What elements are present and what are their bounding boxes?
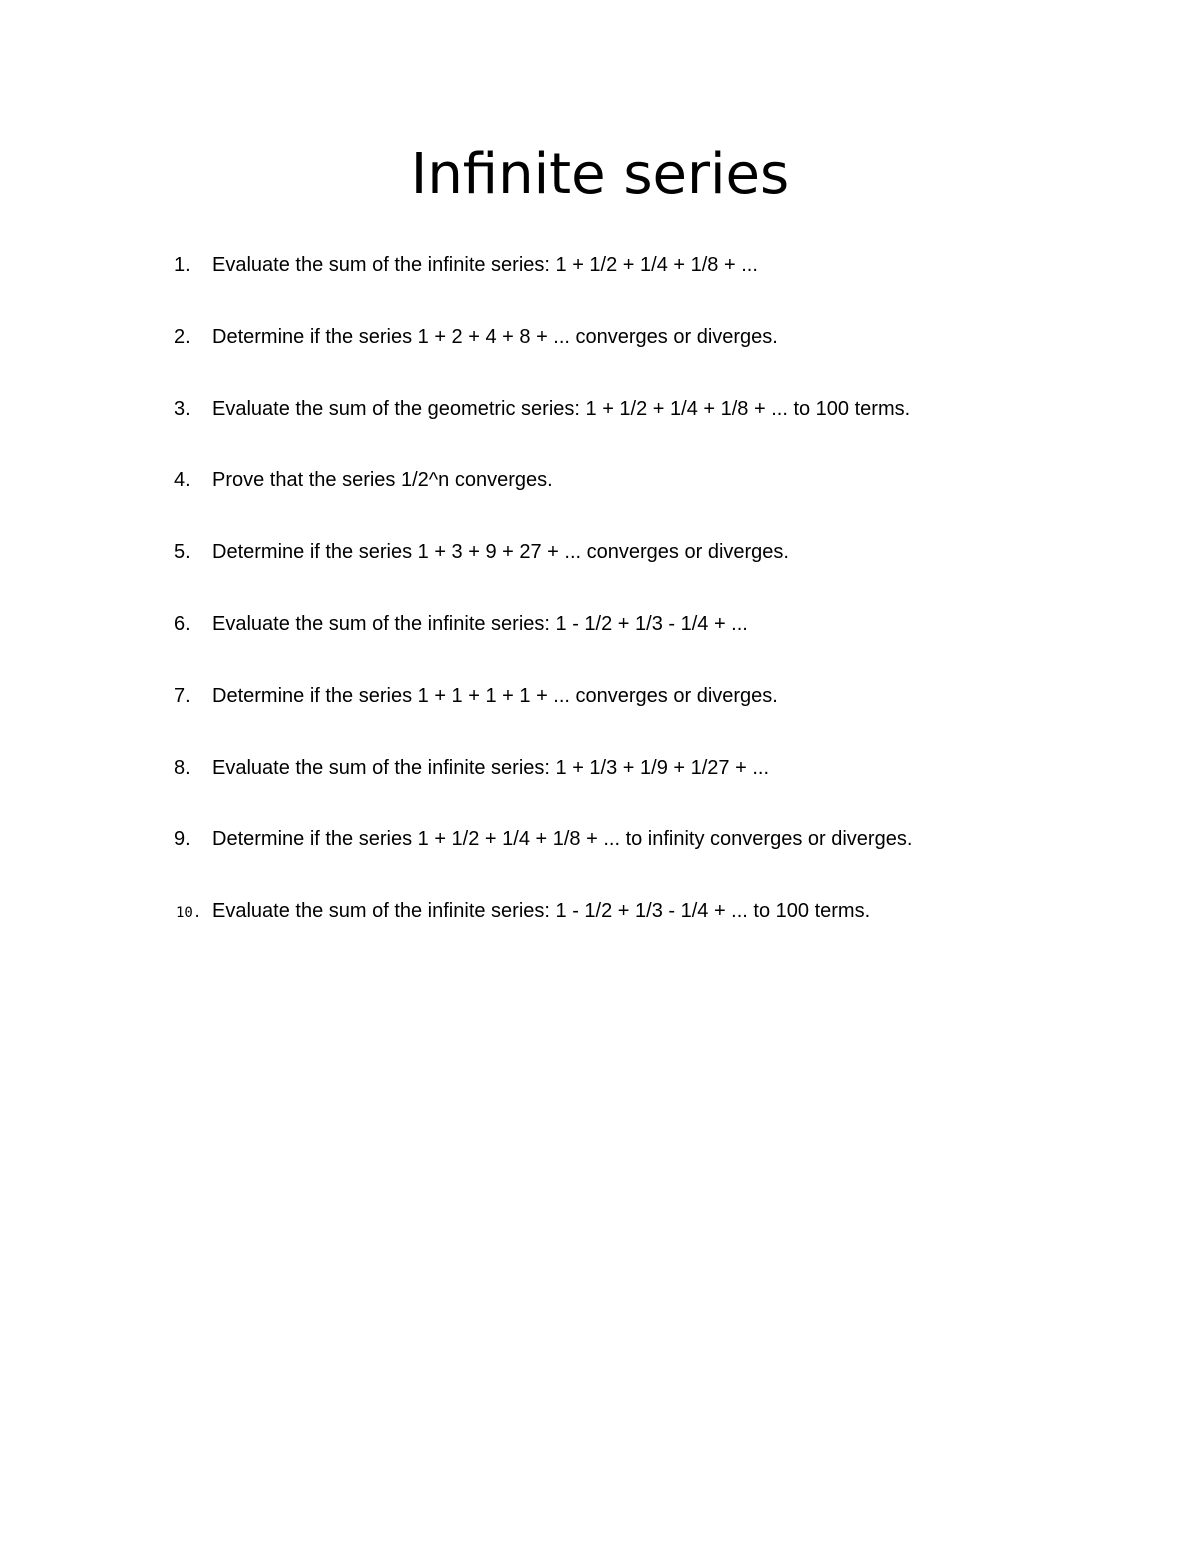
question-text: Determine if the series 1 + 1 + 1 + 1 + ... converges or diverges. (212, 684, 778, 707)
question-item-2 (0, 322, 1200, 394)
question-item-9 (0, 824, 1200, 896)
question-text: Evaluate the sum of the infinite series: 1 - 1/2 + 1/3 - 1/4 + ... (212, 612, 748, 635)
question-number: 1. (174, 254, 191, 276)
question-text: Evaluate the sum of the geometric series: 1 + 1/2 + 1/4 + 1/8 + ... to 100 terms. (212, 397, 911, 420)
question-text: Prove that the series 1/2^n converges. (212, 469, 553, 492)
question-number: 5. (174, 541, 191, 564)
question-number: 7. (174, 684, 191, 707)
question-item-5 (0, 537, 1200, 609)
question-item-7 (0, 681, 1200, 753)
question-item-6 (0, 609, 1200, 681)
question-number: 6. (174, 612, 191, 635)
question-text: Evaluate the sum of the infinite series: 1 + 1/3 + 1/9 + 1/27 + ... (212, 756, 770, 779)
question-number: 4. (174, 469, 191, 492)
question-item-1 (0, 250, 1200, 322)
question-item-10 (0, 896, 1200, 968)
page-title: Infinite series (410, 142, 790, 207)
question-text: Evaluate the sum of the infinite series: 1 - 1/2 + 1/3 - 1/4 + ... to 100 terms. (212, 900, 871, 923)
question-text: Determine if the series 1 + 3 + 9 + 27 + ... converges or diverges. (212, 541, 789, 564)
question-text: Determine if the series 1 + 1/2 + 1/4 + 1/8 + ... to infinity converges or diverges. (212, 828, 913, 851)
question-item-3 (0, 394, 1200, 466)
question-item-4 (0, 465, 1200, 537)
question-number: 3. (174, 397, 191, 420)
question-item-8 (0, 753, 1200, 825)
question-number: 8. (174, 756, 191, 779)
question-list (0, 250, 1200, 968)
question-text: Determine if the series 1 + 2 + 4 + 8 + ... converges or diverges. (212, 325, 778, 348)
question-number: 10. (176, 905, 202, 922)
question-number: 9. (174, 828, 191, 851)
question-text: Evaluate the sum of the infinite series: 1 + 1/2 + 1/4 + 1/8 + ... (212, 254, 758, 276)
question-number: 2. (174, 325, 191, 348)
